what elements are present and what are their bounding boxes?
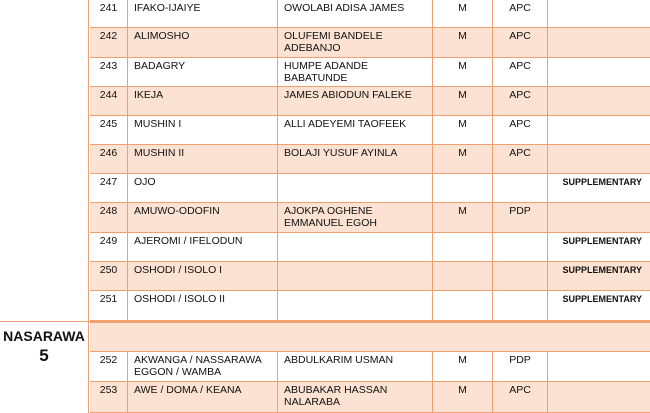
remark: SUPPLEMENTARY — [562, 265, 642, 275]
candidate-name — [278, 233, 433, 261]
candidate-sex: M — [433, 0, 493, 27]
candidate-party: APC — [493, 87, 548, 115]
lga-name: OJO — [128, 174, 278, 202]
candidate-sex — [433, 174, 493, 202]
candidate-name — [278, 291, 433, 320]
candidate-name: ALLI ADEYEMI TAOFEEK — [278, 116, 433, 144]
state-name: NASARAWA — [3, 328, 85, 344]
candidate-name: ABUBAKAR HASSAN NALARABA — [278, 382, 433, 412]
candidate-party: APC — [493, 382, 548, 412]
remark: SUPPLEMENTARY — [562, 177, 642, 187]
row-number: 253 — [90, 382, 128, 412]
row-number: 246 — [90, 145, 128, 173]
row-number: 241 — [90, 0, 128, 27]
remark — [548, 0, 650, 27]
lga-name: OSHODI / ISOLO I — [128, 262, 278, 290]
candidate-party — [493, 262, 548, 290]
candidate-party: PDP — [493, 352, 548, 381]
remark — [548, 352, 650, 381]
state-count: 5 — [39, 346, 49, 365]
table-row — [90, 28, 650, 58]
remark — [548, 203, 650, 232]
table-row — [90, 352, 650, 382]
table-row — [90, 174, 650, 203]
candidate-party: APC — [493, 145, 548, 173]
candidate-party — [493, 291, 548, 320]
lga-name: MUSHIN II — [128, 145, 278, 173]
candidate-sex: M — [433, 352, 493, 381]
candidate-sex: M — [433, 58, 493, 86]
candidate-sex: M — [433, 116, 493, 144]
candidate-sex: M — [433, 28, 493, 57]
row-number: 244 — [90, 87, 128, 115]
candidate-sex: M — [433, 203, 493, 232]
remark — [548, 58, 650, 86]
candidate-sex: M — [433, 382, 493, 412]
table-row — [90, 58, 650, 87]
table-row — [90, 233, 650, 262]
lga-name: MUSHIN I — [128, 116, 278, 144]
candidate-name: OWOLABI ADISA JAMES — [278, 0, 433, 27]
table-row — [90, 87, 650, 116]
state-header-band — [90, 322, 650, 352]
row-number: 247 — [90, 174, 128, 202]
state-cell-lagos — [0, 0, 89, 322]
table-row — [90, 262, 650, 291]
candidate-party — [493, 233, 548, 261]
candidate-party: PDP — [493, 203, 548, 232]
table-row — [90, 382, 650, 413]
lga-name: ALIMOSHO — [128, 28, 278, 57]
candidate-sex — [433, 262, 493, 290]
candidate-name: AJOKPA OGHENE EMMANUEL EGOH — [278, 203, 433, 232]
row-number: 251 — [90, 291, 128, 320]
candidate-name: HUMPE ADANDE BABATUNDE — [278, 58, 433, 86]
remark — [548, 28, 650, 57]
remark — [548, 382, 650, 412]
candidate-sex: M — [433, 87, 493, 115]
table-row — [90, 291, 650, 321]
remark — [548, 116, 650, 144]
candidate-party: APC — [493, 0, 548, 27]
candidate-sex — [433, 291, 493, 320]
remark — [548, 87, 650, 115]
lga-name: OSHODI / ISOLO II — [128, 291, 278, 320]
row-number: 252 — [90, 352, 128, 381]
candidate-name: JAMES ABIODUN FALEKE — [278, 87, 433, 115]
candidate-name: ABDULKARIM USMAN — [278, 352, 433, 381]
remark: SUPPLEMENTARY — [562, 236, 642, 246]
candidate-party — [493, 174, 548, 202]
lga-name: AKWANGA / NASSARAWA EGGON / WAMBA — [128, 352, 278, 381]
candidate-party: APC — [493, 116, 548, 144]
candidate-name — [278, 262, 433, 290]
candidate-party: APC — [493, 58, 548, 86]
row-number: 245 — [90, 116, 128, 144]
table-row — [90, 116, 650, 145]
lga-name: AMUWO-ODOFIN — [128, 203, 278, 232]
lga-name: IKEJA — [128, 87, 278, 115]
lga-name: IFAKO-IJAIYE — [128, 0, 278, 27]
row-number: 243 — [90, 58, 128, 86]
candidate-party: APC — [493, 28, 548, 57]
remark — [548, 145, 650, 173]
row-number: 249 — [90, 233, 128, 261]
row-number: 242 — [90, 28, 128, 57]
candidate-name — [278, 174, 433, 202]
row-number: 248 — [90, 203, 128, 232]
lga-name: BADAGRY — [128, 58, 278, 86]
table-row — [90, 203, 650, 233]
candidate-sex — [433, 233, 493, 261]
candidate-sex: M — [433, 145, 493, 173]
state-cell-nasarawa — [0, 322, 89, 413]
candidate-name: OLUFEMI BANDELE ADEBANJO — [278, 28, 433, 57]
remark: SUPPLEMENTARY — [562, 294, 642, 304]
lga-name: AJEROMI / IFELODUN — [128, 233, 278, 261]
table-row — [90, 0, 650, 28]
table-row — [90, 145, 650, 174]
lga-name: AWE / DOMA / KEANA — [128, 382, 278, 412]
row-number: 250 — [90, 262, 128, 290]
candidate-name: BOLAJI YUSUF AYINLA — [278, 145, 433, 173]
